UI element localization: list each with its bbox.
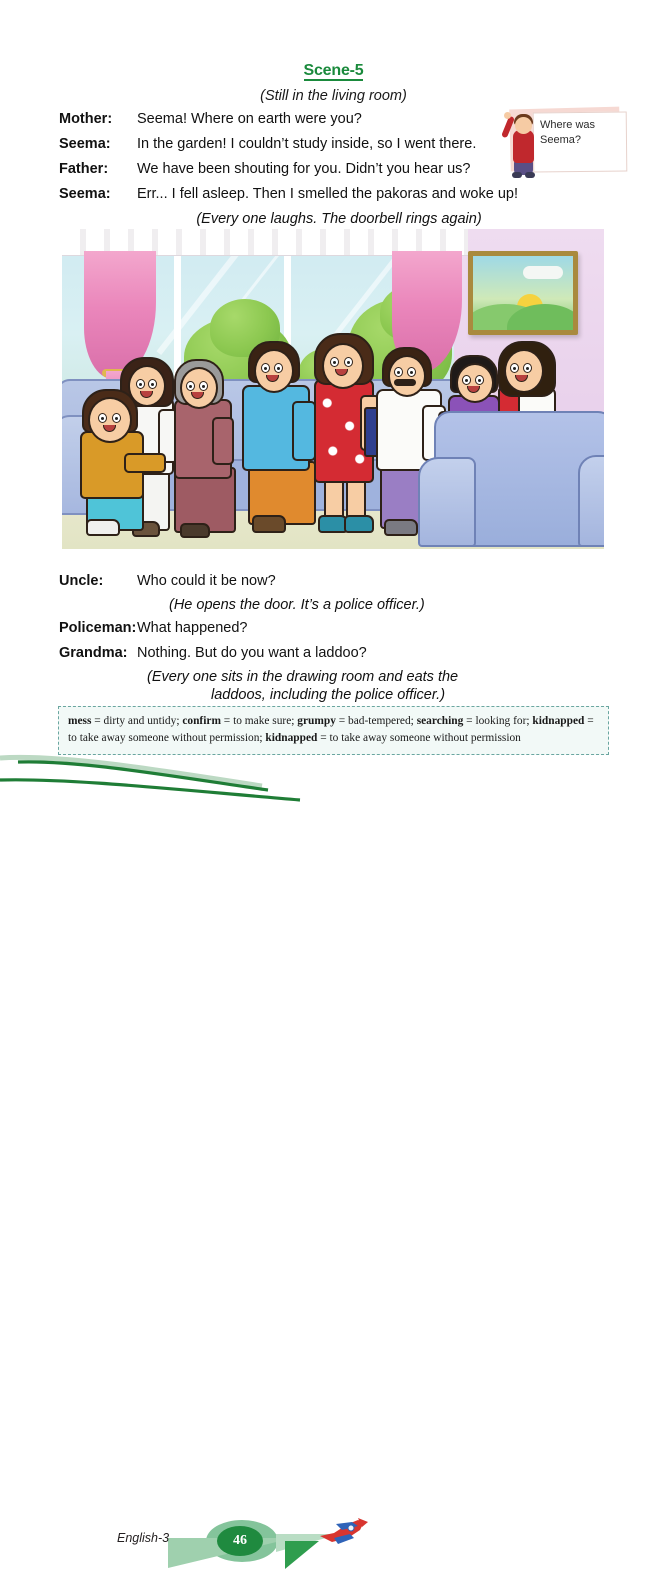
painting-cloud	[523, 266, 563, 279]
stage-direction-uncle: (He opens the door. It’s a police officer.)	[169, 597, 425, 614]
glossary-definition: = to take away someone without permission;	[68, 715, 594, 745]
note-text: Where was Seema?	[540, 119, 596, 146]
glossary-box	[58, 706, 609, 755]
glossary-definition: = looking for;	[466, 715, 530, 727]
scene-heading	[0, 62, 667, 80]
speaker-line: Nothing. But do you want a laddoo?	[137, 645, 367, 662]
dialogue-line	[59, 110, 619, 129]
speaker-label: Mother:	[59, 111, 113, 127]
speaker-line: Seema! Where on earth were you?	[137, 111, 362, 127]
dialogue-line	[59, 135, 619, 154]
book-label: English-3	[117, 1531, 170, 1545]
framed-painting	[468, 251, 578, 335]
glossary-definition: = to make sure;	[223, 715, 295, 727]
speaker-line: What happened?	[137, 620, 248, 637]
speaker-label: Grandma:	[59, 645, 128, 662]
stage-direction-end-line-1: (Every one sits in the drawing room and eats the	[147, 669, 459, 686]
dialogue-top	[59, 110, 619, 233]
glossary-term: searching	[416, 715, 464, 727]
speaker-line: We have been shouting for you. Didn’t you hear us?	[137, 161, 471, 178]
scene-heading-text: Scene-5	[303, 62, 364, 79]
dialogue-line	[59, 619, 619, 638]
dialogue-line	[59, 185, 619, 204]
speaker-label: Seema:	[59, 186, 111, 203]
painting-canvas	[473, 256, 573, 330]
glossary-definition: = to take away someone without permission	[320, 732, 521, 745]
glossary-term: mess	[68, 715, 92, 727]
dialogue-bottom	[59, 572, 619, 709]
speaker-label: Uncle:	[59, 573, 104, 589]
page-footer	[0, 752, 667, 1548]
speaker-line: Who could it be now?	[137, 573, 276, 589]
dialogue-line	[59, 572, 619, 591]
speaker-label: Seema:	[59, 136, 111, 153]
glossary-term: kidnapped	[265, 732, 318, 745]
glossary-term: kidnapped	[532, 715, 585, 727]
dialogue-line	[59, 160, 619, 179]
stage-direction-middle: (Every one laughs. The doorbell rings again)	[196, 210, 482, 227]
moustache	[394, 379, 416, 386]
stage-direction-top: (Still in the living room)	[260, 88, 407, 104]
armchair-arm-right	[578, 455, 604, 547]
speaker-label: Father:	[59, 161, 109, 178]
page-number: 46	[217, 1526, 263, 1556]
glossary-definition: = bad-tempered;	[338, 715, 414, 727]
glossary-term: grumpy	[297, 715, 336, 727]
glossary-definition: = dirty and untidy;	[94, 715, 180, 727]
dialogue-line	[59, 644, 619, 663]
speaker-line: In the garden! I couldn’t study inside, so I went there.	[137, 136, 477, 153]
airplane-icon	[318, 1516, 370, 1550]
glossary-term: confirm	[182, 715, 221, 727]
footer-swooshes	[0, 752, 667, 847]
speaker-label: Policeman:	[59, 620, 137, 637]
armchair-arm-left	[418, 457, 476, 547]
living-room-illustration	[62, 229, 604, 549]
speaker-line: Err... I fell asleep. Then I smelled the pakoras and woke up!	[137, 186, 518, 203]
footer-triangle-dark	[285, 1541, 319, 1569]
stage-direction-end-line-2: laddoos, including the police officer.)	[211, 687, 446, 704]
